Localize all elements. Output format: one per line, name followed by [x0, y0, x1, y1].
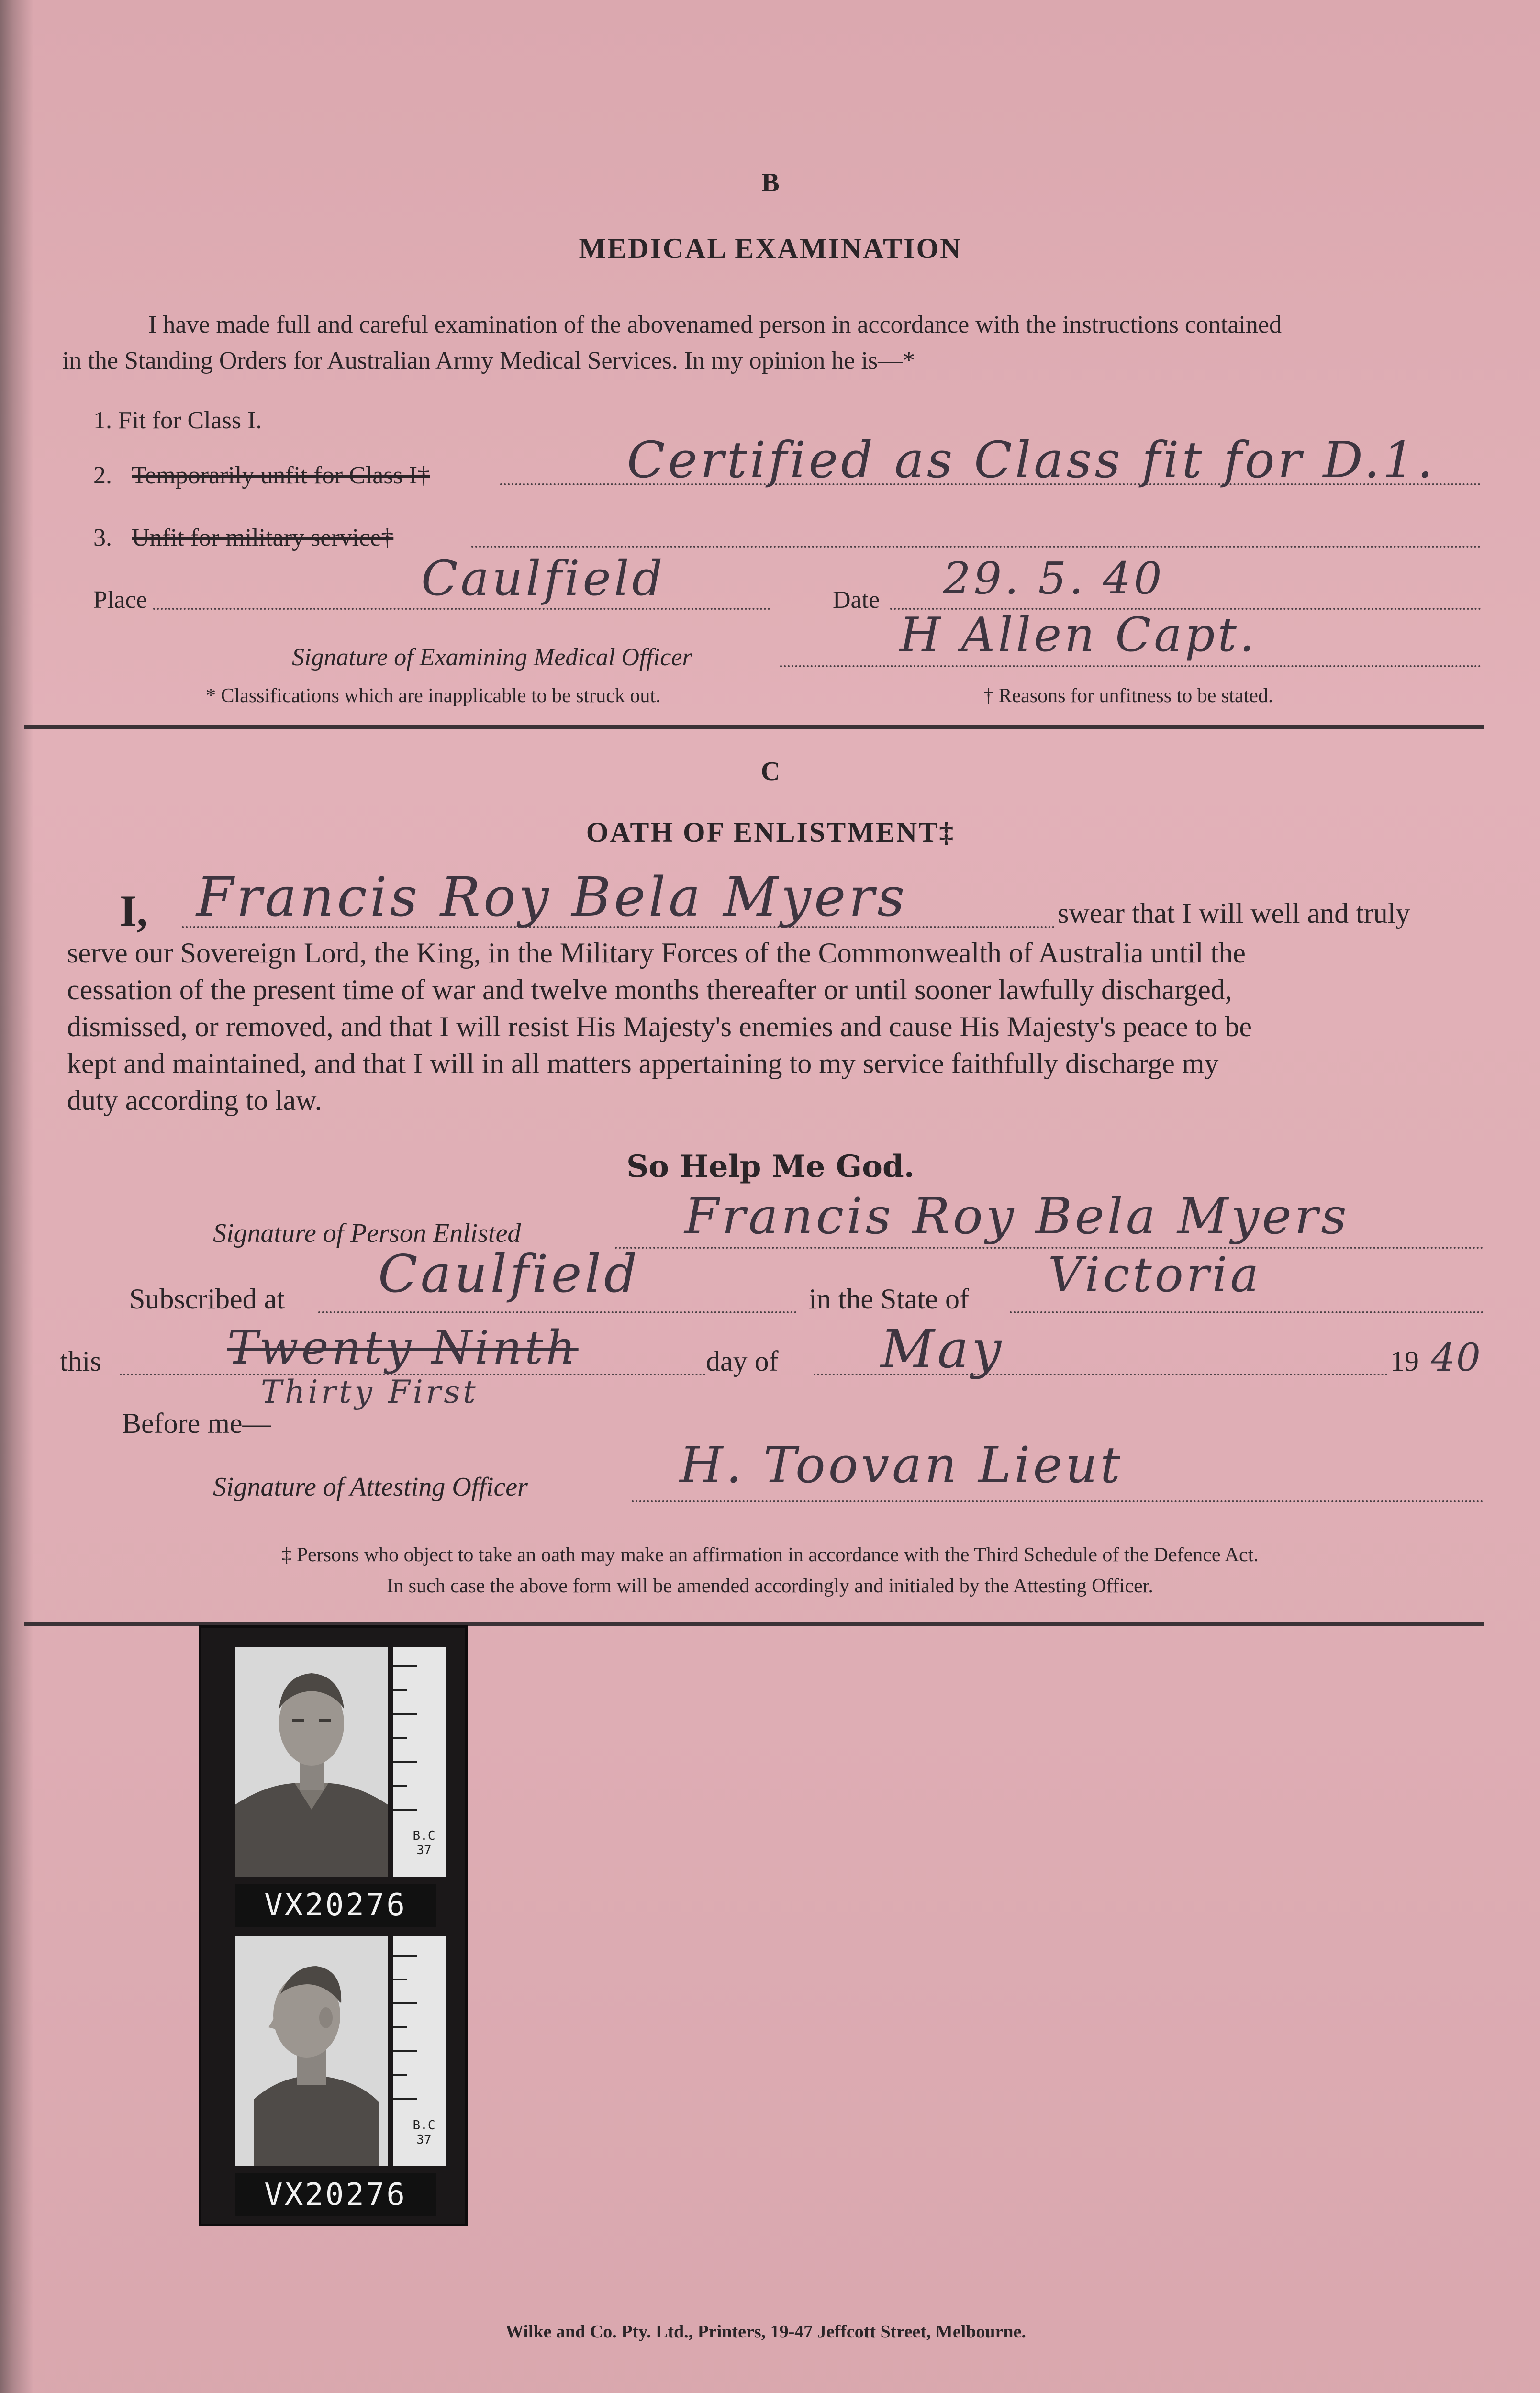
oath-footnote-1: ‡ Persons who object to take an oath may make an affirmation in accordance with the Third Schedule of the Defence Act. [281, 1544, 1259, 1566]
measurement-ruler-bottom [393, 1936, 446, 2166]
medical-officer-signature-label: Signature of Examining Medical Officer [292, 644, 692, 671]
state-value: Victoria [1048, 1247, 1262, 1303]
place-value: Caulfield [421, 550, 666, 606]
service-number-bottom: VX20276 [235, 2173, 436, 2216]
medical-officer-signature-line [780, 665, 1481, 667]
subscribed-line [318, 1311, 797, 1313]
place-line [153, 608, 770, 610]
day-of-label: day of [706, 1345, 779, 1377]
measurement-ruler-top [393, 1647, 446, 1877]
classification-footnote: * Classifications which are inapplicable to be struck out. [206, 685, 661, 707]
class-item-2-handwritten: Certified as Class fit for D.1. [627, 431, 1436, 489]
section-b-heading: MEDICAL EXAMINATION [579, 233, 962, 264]
identification-photo-strip [199, 1625, 468, 2226]
ruler-mark-top: B.C 37 [413, 1829, 435, 1857]
place-label: Place [93, 586, 147, 614]
before-me-label: Before me— [122, 1408, 271, 1439]
front-portrait-photo [235, 1647, 388, 1877]
profile-portrait-photo [235, 1936, 388, 2166]
enlisted-signature: Francis Roy Bela Myers [684, 1187, 1350, 1245]
oath-name: Francis Roy Bela Myers [196, 866, 908, 928]
oath-line-6: duty according to law. [67, 1085, 322, 1116]
this-label: this [60, 1345, 101, 1377]
date-label: Date [833, 586, 880, 614]
oath-pronoun: I, [120, 886, 148, 935]
state-line [1010, 1311, 1484, 1313]
class-item-1: 1. Fit for Class I. [93, 407, 262, 434]
unfitness-footnote: † Reasons for unfitness to be stated. [983, 685, 1273, 707]
medical-intro-line2: in the Standing Orders for Australian Army Medical Services. In my opinion he is—* [62, 347, 915, 374]
month-value: May [881, 1319, 1004, 1380]
class-item-3-number: 3. [93, 524, 112, 551]
section-c-letter: C [760, 757, 781, 786]
ruler-mark-bottom: B.C 37 [413, 2118, 435, 2147]
date-value: 29. 5. 40 [943, 553, 1165, 604]
subscribed-place: Caulfield [378, 1244, 640, 1304]
oath-line-3: cessation of the present time of war and twelve months thereafter or until sooner lawfully discharged, [67, 974, 1232, 1006]
medical-intro-line1: I have made full and careful examination of the abovenamed person in accordance with the instructions contained [148, 311, 1282, 338]
section-divider-1 [24, 725, 1484, 729]
oath-line-4: dismissed, or removed, and that I will resist His Majesty's enemies and cause His Majesty's peace to be [67, 1011, 1252, 1042]
class-item-3-label: Unfit for military service† [132, 524, 394, 551]
attesting-signature-label: Signature of Attesting Officer [213, 1472, 528, 1502]
day-correction: Thirty First [261, 1374, 479, 1410]
oath-line-5: kept and maintained, and that I will in all matters appertaining to my service faithfully discharge my [67, 1048, 1219, 1079]
page-edge-shadow [0, 0, 33, 2393]
year-value: 40 [1431, 1335, 1482, 1380]
oath-footnote-2: In such case the above form will be amended accordingly and initialed by the Attesting Officer. [387, 1575, 1153, 1597]
attesting-signature: H. Toovan Lieut [680, 1436, 1123, 1494]
medical-officer-signature: H Allen Capt. [900, 608, 1258, 662]
oath-line-2: serve our Sovereign Lord, the King, in the Military Forces of the Commonwealth of Australia until the [67, 937, 1246, 969]
so-help-me-god: So Help Me God. [626, 1149, 915, 1185]
class-item-2-number: 2. [93, 462, 112, 489]
printer-imprint: Wilke and Co. Pty. Ltd., Printers, 19-47 Jeffcott Street, Melbourne. [505, 2322, 1026, 2342]
enlisted-signature-label: Signature of Person Enlisted [213, 1219, 521, 1248]
class-item-3-line [471, 546, 1481, 548]
section-c-heading: OATH OF ENLISTMENT‡ [586, 816, 955, 848]
day-struck: Twenty Ninth [227, 1321, 579, 1375]
oath-line-1: swear that I will well and truly [1058, 897, 1410, 929]
section-b-letter: B [761, 168, 780, 198]
year-prefix: 19 [1390, 1345, 1419, 1377]
class-item-2-label: Temporarily unfit for Class I† [132, 462, 430, 489]
service-number-top: VX20276 [235, 1884, 436, 1927]
state-label: in the State of [809, 1283, 969, 1315]
subscribed-label: Subscribed at [129, 1283, 285, 1315]
attesting-signature-line [632, 1500, 1484, 1502]
